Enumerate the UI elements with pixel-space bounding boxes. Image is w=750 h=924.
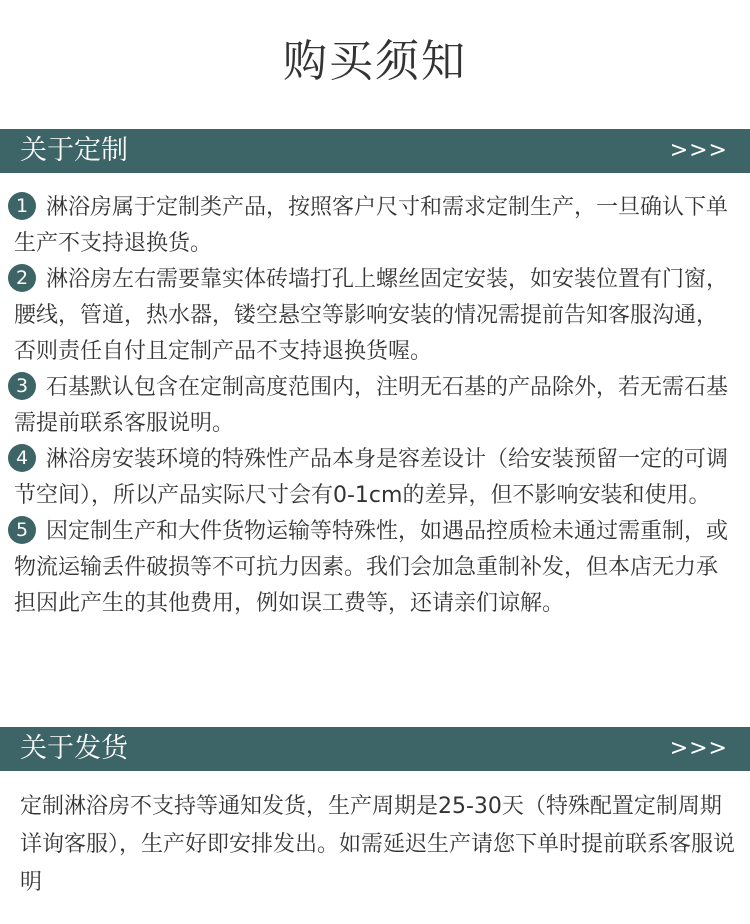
note-item-4 [14, 442, 736, 514]
note-item-2 [14, 262, 736, 370]
page-title: 购买须知 [283, 36, 467, 87]
note-text: 石基默认包含在定制高度范围内，注明无石基的产品除外，若无需石基需提前联系客服说明。 [14, 375, 729, 436]
note-text: 因定制生产和大件货物运输等特殊性，如遇品控质检未通过需重制，或物流运输丢件破损等不可抗力因素。我们会加急重制补发，但本店无力承担因此产生的其他费用，例如误工费等，还请亲们谅解。 [14, 519, 729, 616]
note-text: 淋浴房安装环境的特殊性产品本身是容差设计（给安装预留一定的可调节空间），所以产品实际尺寸会有0-1cm的差异，但不影响安装和使用。 [14, 447, 729, 508]
number-badge: 1 [8, 192, 36, 220]
number-badge: 5 [8, 516, 36, 544]
section-header-customization [0, 129, 750, 173]
section-header-shipping [0, 727, 750, 771]
section-title: 关于发货 [20, 733, 128, 764]
arrows-icon: >>> [669, 736, 728, 761]
number-badge: 2 [8, 264, 36, 292]
shipping-text: 定制淋浴房不支持等通知发货，生产周期是25-30天（特殊配置定制周期详询客服），生产好即安排发出。如需延迟生产请您下单时提前联系客服说明 [20, 794, 736, 895]
customization-notes [14, 190, 736, 622]
note-item-1 [14, 190, 736, 262]
section-title: 关于定制 [20, 135, 128, 166]
note-text: 淋浴房属于定制类产品，按照客户尺寸和需求定制生产，一旦确认下单生产不支持退换货。 [14, 195, 729, 256]
note-item-3 [14, 370, 736, 442]
arrows-icon: >>> [669, 138, 728, 163]
number-badge: 4 [8, 444, 36, 472]
note-item-5 [14, 514, 736, 622]
number-badge: 3 [8, 372, 36, 400]
note-text: 淋浴房左右需要靠实体砖墙打孔上螺丝固定安装，如安装位置有门窗，腰线，管道，热水器，镂空悬空等影响安装的情况需提前告知客服沟通，否则责任自付且定制产品不支持退换货喔。 [14, 267, 729, 364]
